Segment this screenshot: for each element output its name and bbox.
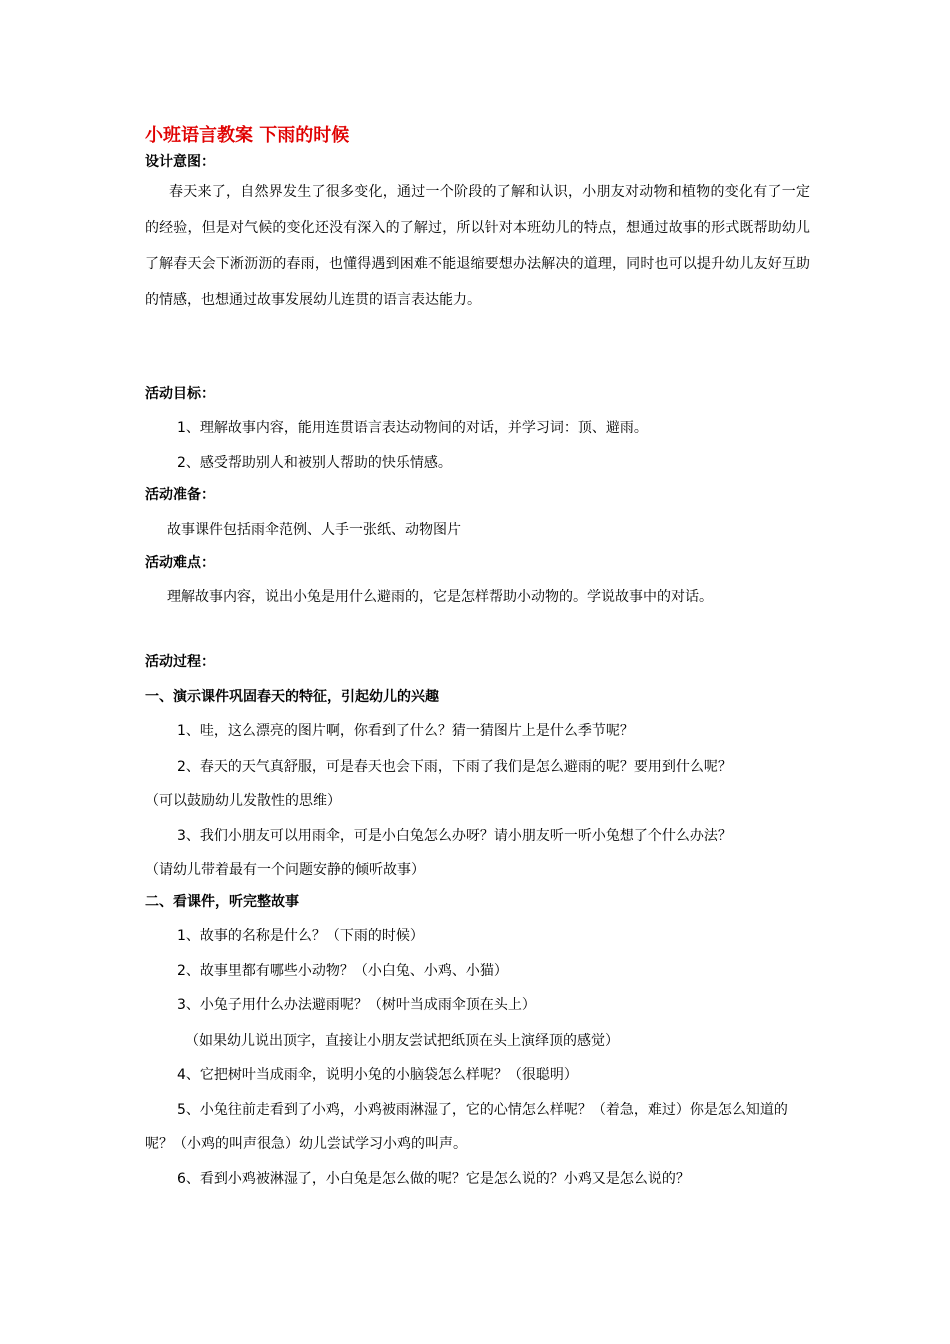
section1-item-2-note: （可以鼓励幼儿发散性的思维） bbox=[145, 793, 341, 809]
document-title: 小班语言教案 下雨的时候 bbox=[145, 125, 350, 146]
section2-item-6: 6、看到小鸡被淋湿了，小白兔是怎么做的呢？它是怎么说的？小鸡又是怎么说的？ bbox=[177, 1171, 690, 1187]
design-heading: 设计意图： bbox=[145, 154, 215, 170]
section2-item-5: 5、小兔往前走看到了小鸡，小鸡被雨淋湿了，它的心情怎么样呢？（着急，难过）你是怎么知道的呢？（小鸡的叫声很急）幼儿尝试学习小鸡的叫声。 bbox=[145, 1102, 788, 1152]
section1-item-1: 1、哇，这么漂亮的图片啊，你看到了什么？猜一猜图片上是什么季节呢？ bbox=[177, 723, 634, 739]
section2-item-3: 3、小兔子用什么办法避雨呢？（树叶当成雨伞顶在头上） bbox=[177, 997, 536, 1013]
goal-item-2: 2、感受帮助别人和被别人帮助的快乐情感。 bbox=[177, 455, 452, 471]
section1-item-3: 3、我们小朋友可以用雨伞，可是小白兔怎么办呀？请小朋友听一听小兔想了个什么办法？ bbox=[177, 828, 732, 844]
process-heading: 活动过程： bbox=[145, 654, 215, 670]
section2-item-4: 4、它把树叶当成雨伞，说明小兔的小脑袋怎么样呢？（很聪明） bbox=[177, 1067, 578, 1083]
section1-item-2: 2、春天的天气真舒服，可是春天也会下雨，下雨了我们是怎么避雨的呢？要用到什么呢？ bbox=[177, 759, 732, 775]
design-paragraph: 春天来了，自然界发生了很多变化，通过一个阶段的了解和认识，小朋友对动物和植物的变化有了一定的经验，但是对气候的变化还没有深入的了解过，所以针对本班幼儿的特点，想通过故事的形式既帮助幼儿了解春天会下淅沥沥的春雨，也懂得遇到困难不能退缩要想办法解决的道理，同时也可以提升幼儿友好互助的情感，也想通过故事发展幼儿连贯的语言表达能力。 bbox=[145, 184, 810, 308]
section1-item-3-note: （请幼儿带着最有一个问题安静的倾听故事） bbox=[145, 862, 425, 878]
goals-heading: 活动目标： bbox=[145, 386, 215, 402]
section2-heading: 二、看课件，听完整故事 bbox=[145, 894, 299, 910]
difficulty-text: 理解故事内容，说出小兔是用什么避雨的，它是怎样帮助小动物的。学说故事中的对话。 bbox=[167, 589, 713, 605]
prep-text: 故事课件包括雨伞范例、人手一张纸、动物图片 bbox=[167, 522, 461, 538]
section2-item-2: 2、故事里都有哪些小动物？（小白兔、小鸡、小猫） bbox=[177, 963, 508, 979]
section2-item-1: 1、故事的名称是什么？（下雨的时候） bbox=[177, 928, 424, 944]
goal-item-1: 1、理解故事内容，能用连贯语言表达动物间的对话，并学习词：顶、避雨。 bbox=[177, 420, 648, 436]
difficulty-heading: 活动难点： bbox=[145, 555, 215, 571]
section2-item-3-note: （如果幼儿说出顶字，直接让小朋友尝试把纸顶在头上演绎顶的感觉） bbox=[185, 1033, 619, 1049]
prep-heading: 活动准备： bbox=[145, 487, 215, 503]
section1-heading: 一、演示课件巩固春天的特征，引起幼儿的兴趣 bbox=[145, 689, 439, 705]
